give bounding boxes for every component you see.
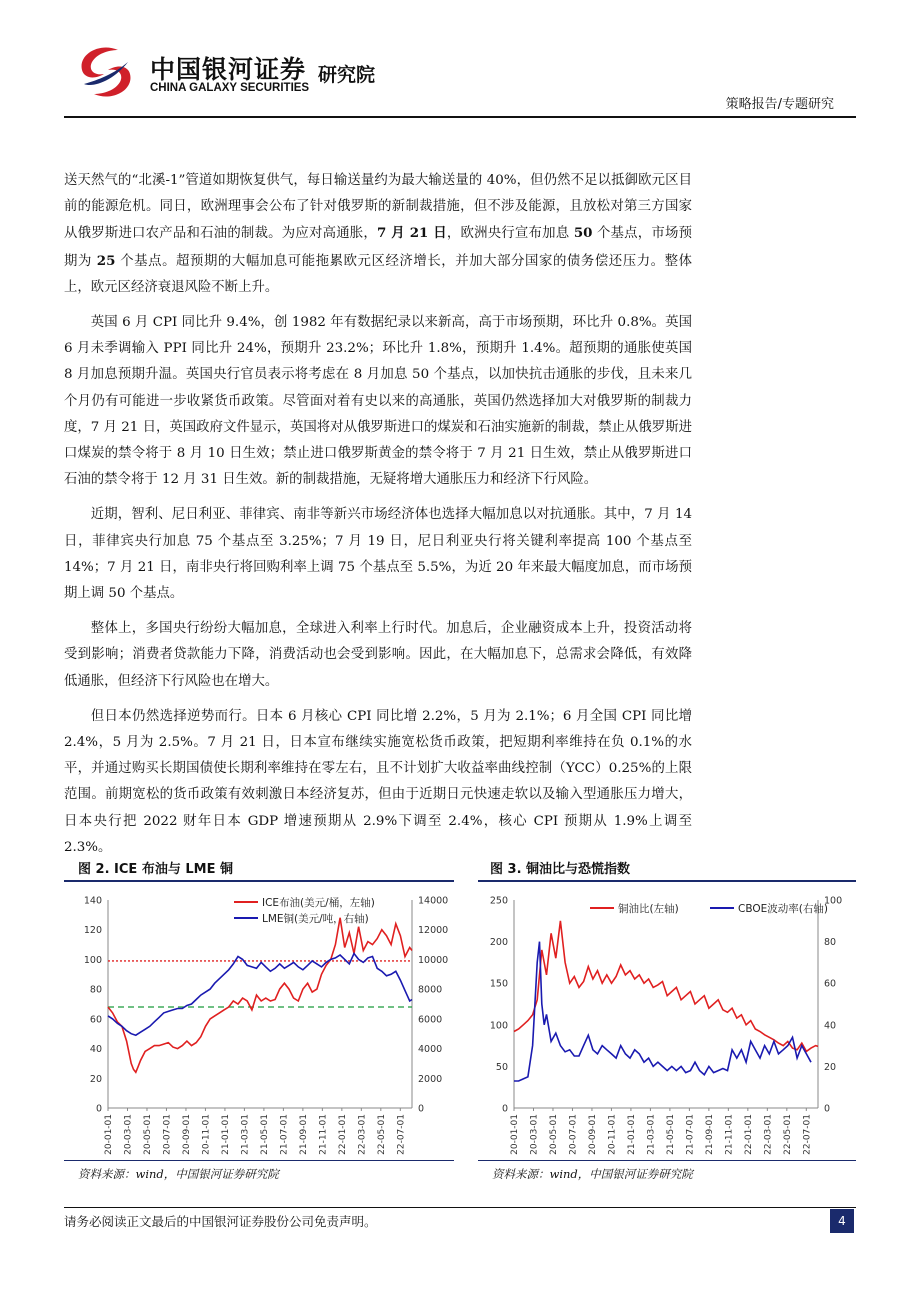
x-tick-label: 22-03-01 [357,1114,368,1155]
paragraph [64,704,692,861]
x-tick-label: 20-09-01 [587,1114,598,1155]
text-run: 送天然气的“北溪-1”管道如期恢复供气，每日输送量约为最大输送量的 40%，但仍然不足以抵御欧元区目前的能源危机。同日，欧洲理事会公布了针对俄罗斯的新制裁措施，但不涉及能源，且放松对第三方国家从俄罗斯进口农产品和石油的制裁。为应对高通胀， [64,173,692,242]
left-tick-label: 20 [89,1073,102,1085]
legend-label: LME铜(美元/吨，右轴) [262,913,369,925]
left-tick-label: 0 [95,1103,102,1115]
figure-2-source: 资料来源：wind，中国银河证券研究院 [78,1167,279,1181]
x-tick-label: 20-03-01 [123,1114,134,1155]
institute-label: 研究院 [318,64,376,86]
x-tick-label: 22-05-01 [782,1114,793,1155]
galaxy-logo-icon [74,44,138,100]
footer-divider [64,1207,856,1208]
text-run: 英国 6 月 CPI 同比升 9.4%，创 1982 年有数据纪录以来新高，高于市场预期，环比升 0.8%。英国 6 月未季调输入 PPI 同比升 24%，预期升 23.2%；环比升 1.8%，预期升 1.4%。超预期的通胀使英国 8 月加息预期升温。英国央行官员表示将考虑在 8 月加息 50 个基点，以加快抗击通胀的步伐，且未来几个月仍有可能进一步收紧货币政策。尽管面对着有史以来的高通胀，英国仍然选择加大对俄罗斯的制裁力度，7 月 21 日，英国政府文件显示，英国将对从俄罗斯进口的煤炭和石油实施新的制裁，禁止从俄罗斯进口煤炭的禁令将于 8 月 10 日生效；禁止进口俄罗斯黄金的禁令将于 7 月 21 日生效，禁止从俄罗斯进口石油的禁令将于 12 月 31 日生效。新的制裁措施，无疑将增大通胀压力和经济下行风险。 [64,315,692,488]
x-tick-label: 20-01-01 [104,1114,114,1155]
x-tick-label: 20-03-01 [529,1114,540,1155]
left-tick-label: 250 [489,895,508,907]
figure-2-bottom-rule [64,1160,454,1161]
text-run: 整体上，多国央行纷纷大幅加息，全球进入利率上行时代。加息后，企业融资成本上升，投资活动将受到影响；消费者贷款能力下降，消费活动也会受到影响。因此，在大幅加息下，总需求会降低，有效降低通胀，但经济下行风险也在增大。 [64,621,692,689]
left-tick-label: 140 [83,895,102,907]
x-tick-label: 21-09-01 [704,1114,715,1155]
body-text [64,168,692,870]
x-tick-label: 21-03-01 [646,1114,657,1155]
left-tick-label: 200 [489,937,508,949]
series-line-2 [108,954,412,1036]
text-run: ，欧洲央行宣布加息 [446,226,574,242]
right-tick-label: 14000 [418,895,449,907]
header-divider [64,116,856,118]
left-tick-label: 60 [89,1014,102,1026]
x-tick-label: 20-09-01 [181,1114,192,1155]
text-run: 个基点，市场预期为 [64,226,692,269]
right-tick-label: 0 [824,1103,831,1115]
paragraph [64,310,692,493]
brand-name-en: CHINA GALAXY SECURITIES [150,82,310,94]
x-tick-label: 21-11-01 [724,1114,735,1155]
right-tick-label: 80 [824,937,837,949]
x-tick-label: 21-05-01 [665,1114,676,1155]
x-tick-label: 20-05-01 [142,1114,153,1155]
legend-label: CBOE波动率(右轴) [738,903,828,915]
x-tick-label: 20-01-01 [510,1114,520,1155]
series-line-1 [514,921,818,1052]
left-tick-label: 50 [495,1061,508,1073]
figure-3-chart [478,886,856,1158]
legend-label: 铜油比(左轴) [618,903,679,915]
figure-3-title: 图 3. 铜油比与恐慌指数 [490,862,631,877]
x-tick-label: 21-05-01 [259,1114,270,1155]
x-tick-label: 22-05-01 [376,1114,387,1155]
x-tick-label: 20-07-01 [568,1114,579,1155]
x-tick-label: 21-07-01 [685,1114,696,1155]
series-line-1 [108,918,412,1073]
series-line-2 [514,942,811,1081]
legend-label: ICE布油(美元/桶，左轴) [262,897,375,909]
right-tick-label: 2000 [418,1073,443,1085]
x-tick-label: 21-11-01 [318,1114,329,1155]
right-tick-label: 10000 [418,954,449,966]
right-tick-label: 4000 [418,1044,443,1056]
x-tick-label: 22-03-01 [763,1114,774,1155]
figure-2-chart [64,886,454,1158]
bold-text: 7 月 21 日 [377,225,447,242]
bold-text: 25 [96,252,116,269]
brand-name-cn: 中国银河证券 [150,55,307,84]
x-tick-label: 20-05-01 [548,1114,559,1155]
figure-3-top-rule [478,880,856,882]
x-tick-label: 20-11-01 [607,1114,618,1155]
bold-text: 50 [573,225,593,242]
x-tick-label: 22-07-01 [396,1114,407,1155]
paragraph [64,168,692,301]
x-tick-label: 21-01-01 [626,1114,637,1155]
x-tick-label: 21-07-01 [279,1114,290,1155]
left-tick-label: 0 [501,1103,508,1115]
paragraph [64,616,692,695]
footer-disclaimer: 请务必阅读正文最后的中国银河证券股份公司免责声明。 [64,1214,377,1229]
left-tick-label: 150 [489,978,508,990]
left-tick-label: 80 [89,984,102,996]
x-tick-label: 21-03-01 [240,1114,251,1155]
x-tick-label: 20-07-01 [162,1114,173,1155]
right-tick-label: 60 [824,978,837,990]
paragraph [64,502,692,607]
x-tick-label: 20-11-01 [201,1114,212,1155]
x-tick-label: 21-01-01 [220,1114,231,1155]
right-tick-label: 8000 [418,984,443,996]
page-number: 4 [830,1209,854,1233]
text-run: 近期，智利、尼日利亚、菲律宾、南非等新兴市场经济体也选择大幅加息以对抗通胀。其中，7 月 14 日，菲律宾央行加息 75 个基点至 3.25%；7 月 19 日，尼日利亚央行将关键利率提高 100 个基点至 14%；7 月 21 日，南非央行将回购利率上调 75 个基点至 5.5%，为近 20 年来最大幅度加息，而市场预期上调 50 个基点。 [64,507,692,602]
right-tick-label: 0 [418,1103,425,1115]
figure-3-bottom-rule [478,1160,856,1161]
left-tick-label: 100 [83,954,102,966]
left-tick-label: 100 [489,1020,508,1032]
left-tick-label: 40 [89,1044,102,1056]
figure-2-top-rule [64,880,454,882]
text-run: 但日本仍然选择逆势而行。日本 6 月核心 CPI 同比增 2.2%，5 月为 2.1%；6 月全国 CPI 同比增 2.4%，5 月为 2.5%。7 月 21 日，日本宣布继续实施宽松货币政策，把短期利率维持在负 0.1%的水平，并通过购买长期国债使长期利率维持在零左右，且不计划扩大收益率曲线控制（YCC）0.25%的上限范围。前期宽松的货币政策有效刺激日本经济复苏，但由于近期日元快速走软以及输入型通胀压力增大，日本央行把 2022 财年日本 GDP 增速预期从 2.9%下调至 2.4%，核心 CPI 预期从 1.9%上调至 2.3%。 [64,708,692,855]
x-tick-label: 22-07-01 [802,1114,813,1155]
figure-2-title: 图 2. ICE 布油与 LME 铜 [78,862,233,877]
x-tick-label: 22-01-01 [743,1114,754,1155]
right-tick-label: 100 [824,895,843,907]
report-type: 策略报告/专题研究 [725,97,834,112]
figure-3-source: 资料来源：wind，中国银河证券研究院 [492,1167,693,1181]
x-tick-label: 22-01-01 [337,1114,348,1155]
text-run: 个基点。超预期的大幅加息可能拖累欧元区经济增长，并加大部分国家的债务偿还压力。整体上，欧元区经济衰退风险不断上升。 [64,253,692,295]
x-tick-label: 21-09-01 [298,1114,309,1155]
right-tick-label: 40 [824,1020,837,1032]
right-tick-label: 6000 [418,1014,443,1026]
page-header [0,0,920,120]
right-tick-label: 12000 [418,925,449,937]
left-tick-label: 120 [83,925,102,937]
right-tick-label: 20 [824,1061,837,1073]
